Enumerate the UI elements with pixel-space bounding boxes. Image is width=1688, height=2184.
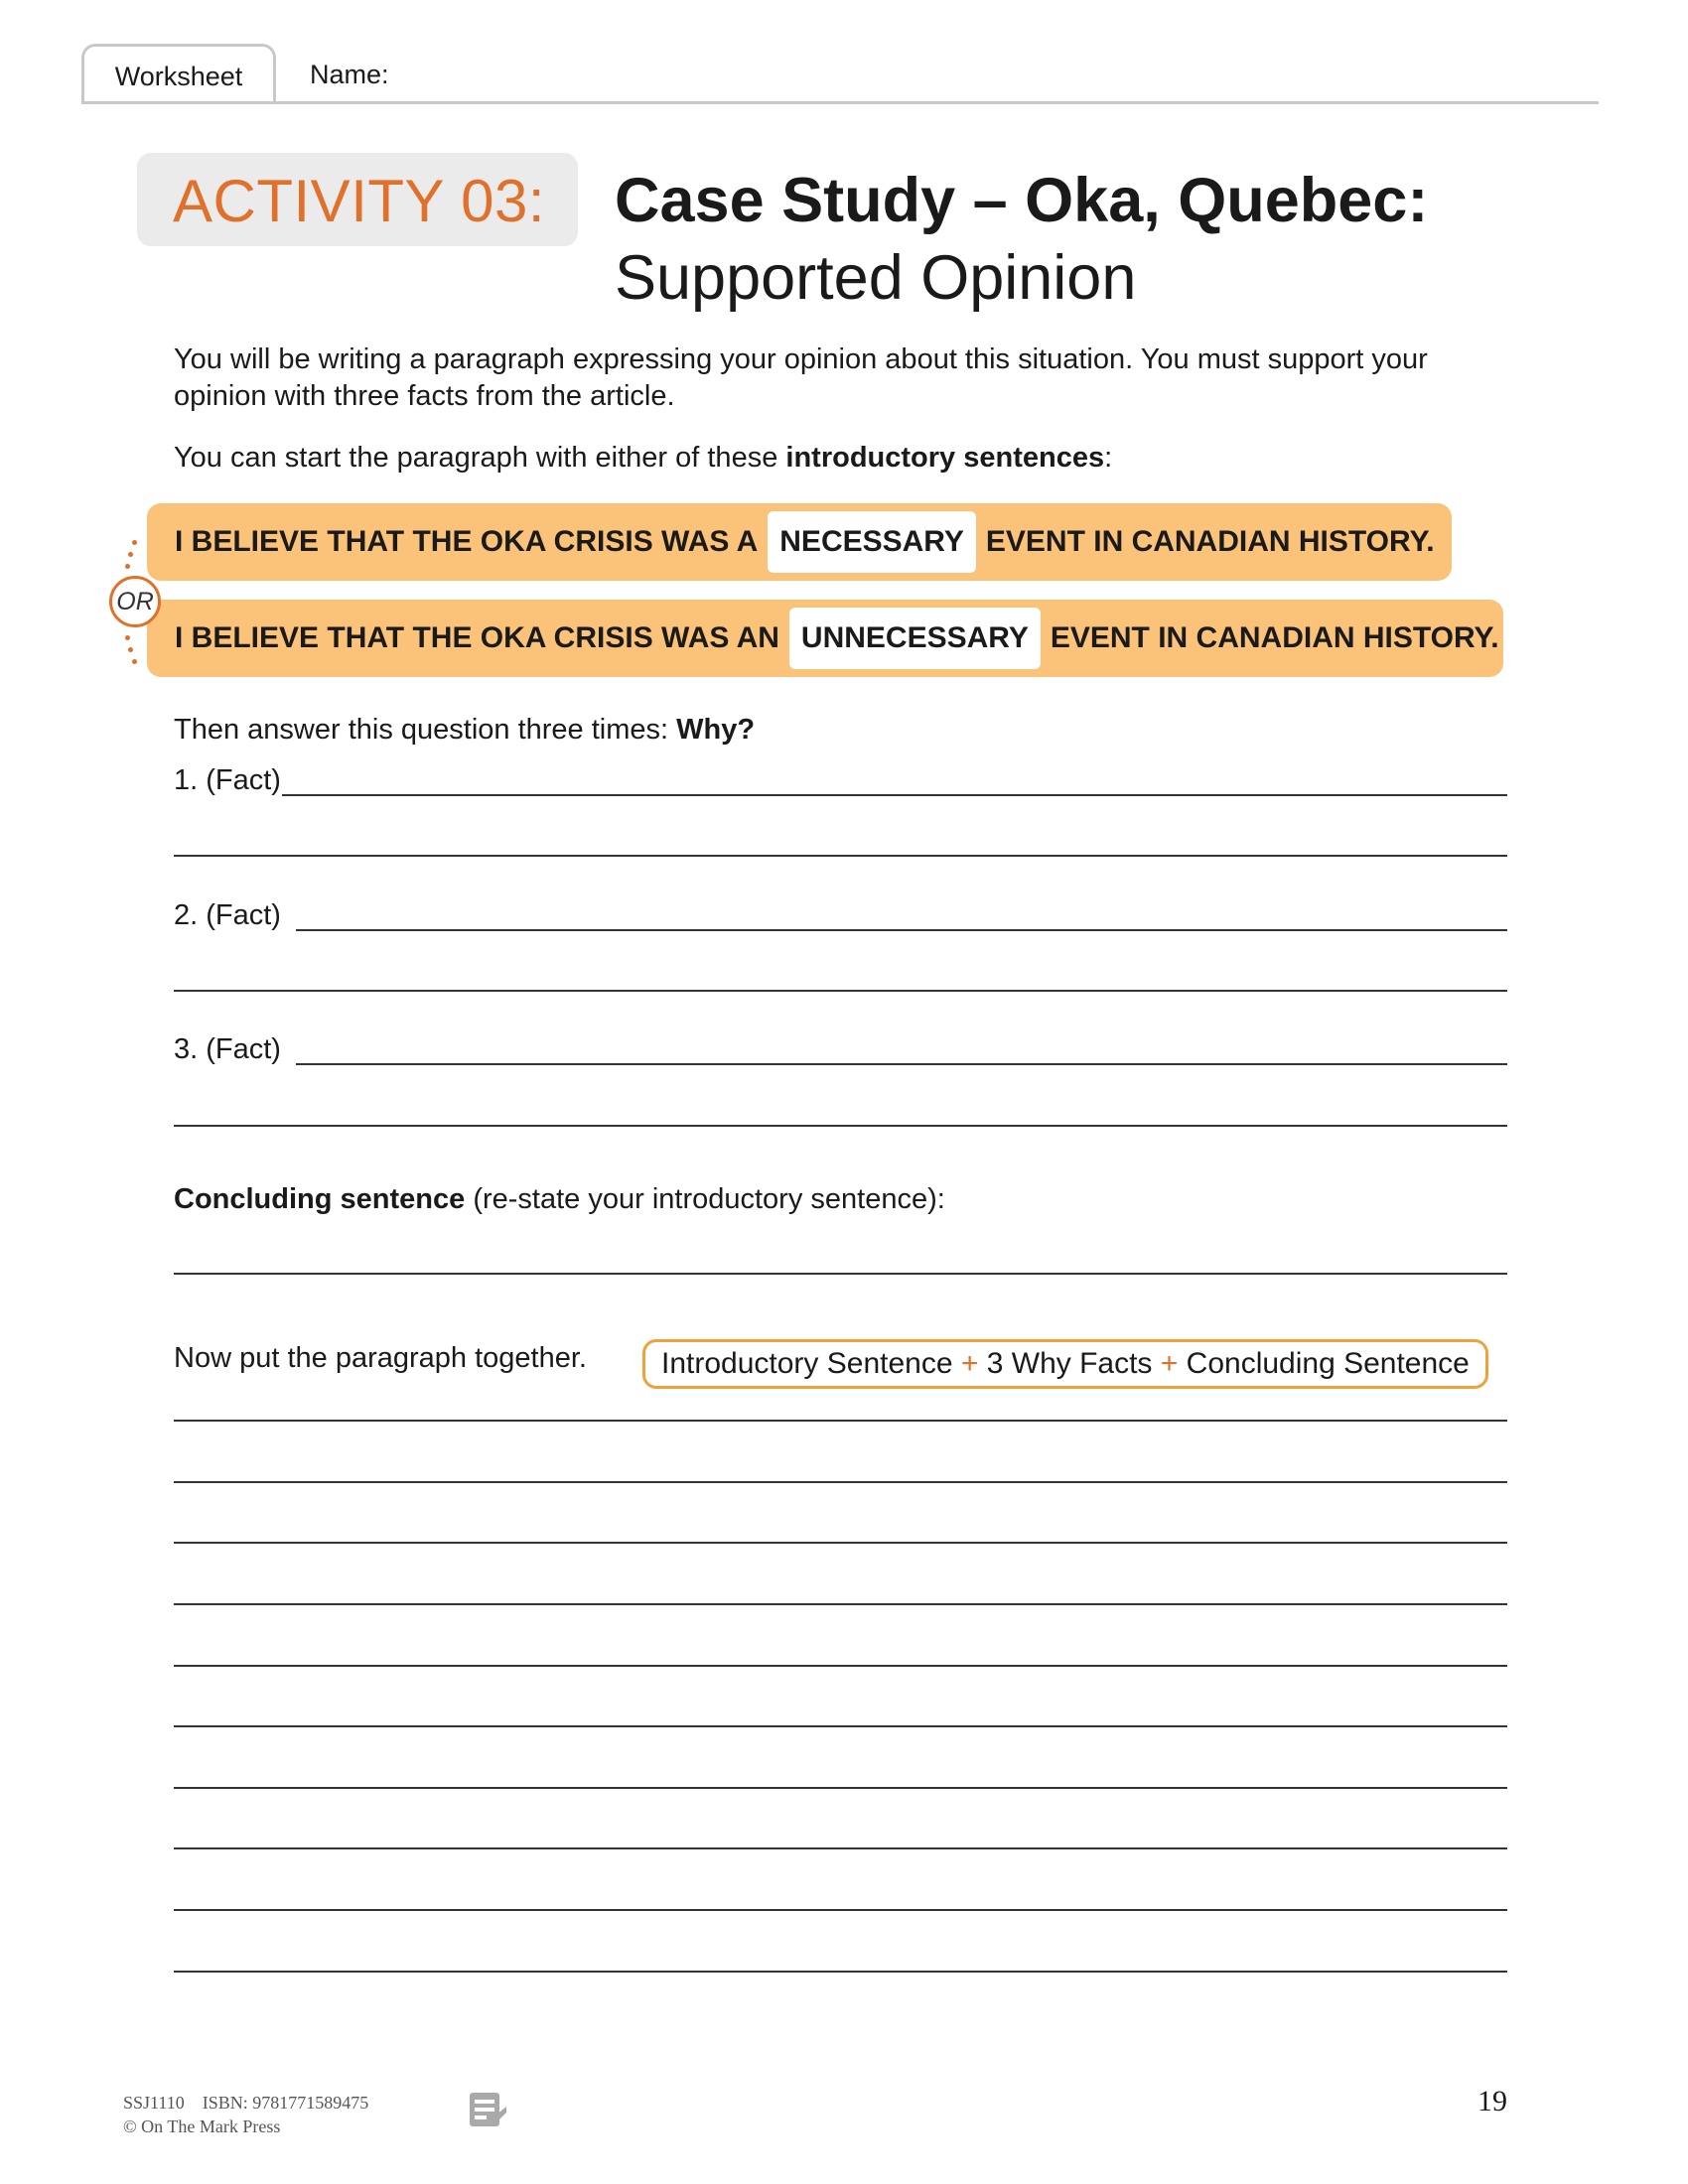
connector-dot (128, 647, 133, 652)
fact-3-line[interactable] (296, 1063, 1507, 1065)
or-badge: OR (109, 576, 161, 627)
fact-2-line-2[interactable] (174, 990, 1507, 992)
fact-1-line-2[interactable] (174, 855, 1507, 857)
paragraph-line[interactable] (174, 1481, 1507, 1483)
page-title: Case Study – Oka, Quebec: (615, 166, 1429, 235)
why-instruction: Then answer this question three times: Why? (174, 714, 756, 746)
connector-dot (125, 635, 130, 640)
fact-3-label: 3. (Fact) (174, 1033, 281, 1065)
intro-instruction: You can start the paragraph with either of these introductory sentences: (174, 442, 1113, 474)
name-label: Name: (310, 60, 389, 89)
page-subtitle: Supported Opinion (615, 243, 1137, 313)
fact-2-line[interactable] (296, 929, 1507, 931)
paragraph-formula: Introductory Sentence + 3 Why Facts + Concluding Sentence (642, 1339, 1488, 1389)
fact-3-line-2[interactable] (174, 1125, 1507, 1127)
activity-label: ACTIVITY 03: (173, 168, 546, 234)
paragraph-line[interactable] (174, 1542, 1507, 1544)
necessary-word: NECESSARY (768, 511, 976, 573)
fact-1-line[interactable] (282, 794, 1507, 796)
concluding-line[interactable] (174, 1273, 1507, 1275)
paragraph-line[interactable] (174, 1971, 1507, 1973)
worksheet-tab: Worksheet (81, 44, 276, 103)
worksheet-icon (467, 2091, 508, 2133)
connector-dot (132, 540, 137, 545)
paragraph-line[interactable] (174, 1603, 1507, 1605)
connector-dot (132, 659, 137, 664)
paragraph-line[interactable] (174, 1665, 1507, 1667)
footer-code-isbn: SSJ1110 ISBN: 9781771589475 (123, 2093, 369, 2113)
paragraph-line[interactable] (174, 1787, 1507, 1789)
option-unnecessary: I BELIEVE THAT THE OKA CRISIS WAS AN UNNECESSARY EVENT IN CANADIAN HISTORY. (147, 600, 1503, 677)
unnecessary-word: UNNECESSARY (789, 608, 1041, 669)
concluding-instruction: Concluding sentence (re-state your introductory sentence): (174, 1183, 945, 1215)
connector-dot (125, 564, 130, 569)
paragraph-line[interactable] (174, 1420, 1507, 1422)
paragraph-line[interactable] (174, 1725, 1507, 1727)
fact-1-label: 1. (Fact) (174, 764, 281, 796)
option-necessary: I BELIEVE THAT THE OKA CRISIS WAS A NECESSARY EVENT IN CANADIAN HISTORY. (147, 503, 1452, 581)
paragraph-line[interactable] (174, 1909, 1507, 1911)
page-number: 19 (1477, 2085, 1507, 2117)
fact-2-label: 2. (Fact) (174, 899, 281, 931)
paragraph-line[interactable] (174, 1847, 1507, 1849)
together-instruction: Now put the paragraph together. (174, 1342, 587, 1374)
footer-copyright: © On The Mark Press (123, 2116, 281, 2136)
header-divider (81, 101, 1599, 104)
intro-paragraph: You will be writing a paragraph expressing your opinion about this situation. You must support your opinion with three facts from the article. (174, 343, 1428, 412)
connector-dot (128, 552, 133, 557)
